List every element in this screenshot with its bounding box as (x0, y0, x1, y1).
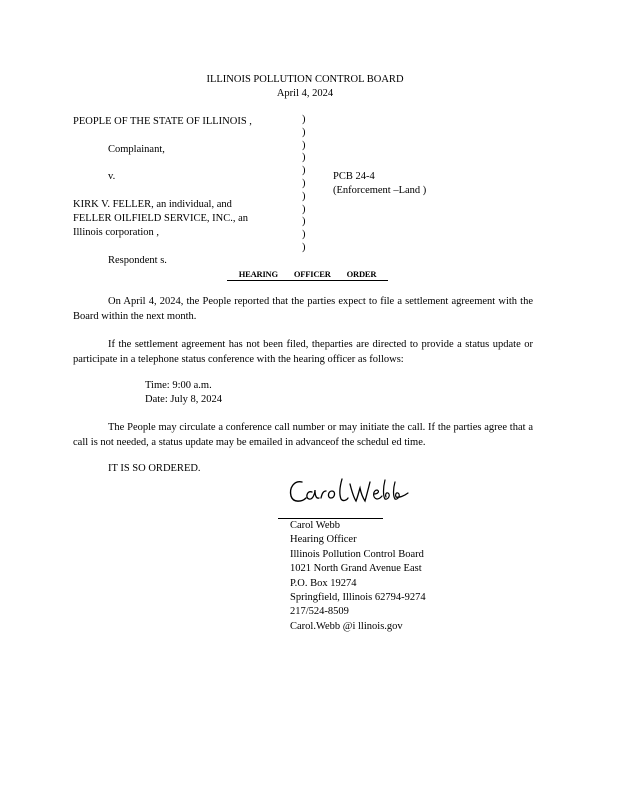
paren: ) (302, 177, 306, 189)
address-city: Springfield, Illinois 62794-9274 (290, 592, 426, 604)
respondent-label: Respondent s. (108, 255, 167, 266)
signer-email[interactable]: Carol.Webb @i llinois.gov (290, 620, 403, 632)
paren: ) (302, 190, 306, 202)
case-number: PCB 24-4 (333, 171, 375, 182)
complainant-name: PEOPLE OF THE STATE OF ILLINOIS , (73, 116, 252, 127)
paren: ) (302, 114, 306, 125)
conference-time: Time: 9:00 a.m. (145, 380, 212, 391)
paren: ) (302, 139, 306, 151)
agency-name: ILLINOIS POLLUTION CONTROL BOARD (206, 74, 404, 85)
signature-block (290, 519, 426, 634)
paren: ) (302, 216, 306, 228)
case-type: (Enforcement –Land ) (333, 185, 427, 196)
paren: ) (302, 126, 306, 138)
complainant-label: Complainant, (108, 144, 165, 155)
signer-organization: Illinois Pollution Control Board (290, 548, 424, 560)
paragraph-directive: If the settlement agreement has not been filed, theparties are directed to provide a status update or participate in a telephone status conference with the hearing officer as follows: (73, 339, 533, 365)
order-title: HEARING OFFICER ORDER (227, 268, 388, 281)
conference-date: Date: July 8, 2024 (145, 394, 222, 405)
paren: ) (302, 152, 306, 164)
respondent-line-1: KIRK V. FELLER, an individual, and (73, 199, 232, 210)
signer-phone: 217/524-8509 (290, 606, 349, 618)
order-date: April 4, 2024 (276, 88, 334, 99)
so-ordered: IT IS SO ORDERED. (108, 463, 201, 474)
paragraph-call: The People may circulate a conference call number or may initiate the call. If the parties agree that a call is not needed, a status update may be emailed in advanceof the schedul ed time. (73, 422, 533, 448)
signer-title: Hearing Officer (290, 534, 357, 546)
respondent-line-2: FELLER OILFIELD SERVICE, INC., an (73, 213, 249, 224)
paren: ) (302, 241, 306, 253)
handwritten-signature (288, 476, 413, 508)
paren: ) (302, 229, 306, 241)
address-line-1: 1021 North Grand Avenue East (290, 563, 422, 575)
caption-parentheses (302, 114, 306, 255)
paragraph-report: On April 4, 2024, the People reported that the parties expect to file a settlement agreement with the Board within the next month. (73, 296, 533, 322)
signer-name: Carol Webb (290, 520, 340, 531)
address-line-2: P.O. Box 19274 (290, 577, 357, 589)
respondent-line-3: Illinois corporation , (73, 227, 160, 238)
paren: ) (302, 165, 306, 177)
paren: ) (302, 203, 306, 215)
versus: v. (108, 171, 116, 182)
